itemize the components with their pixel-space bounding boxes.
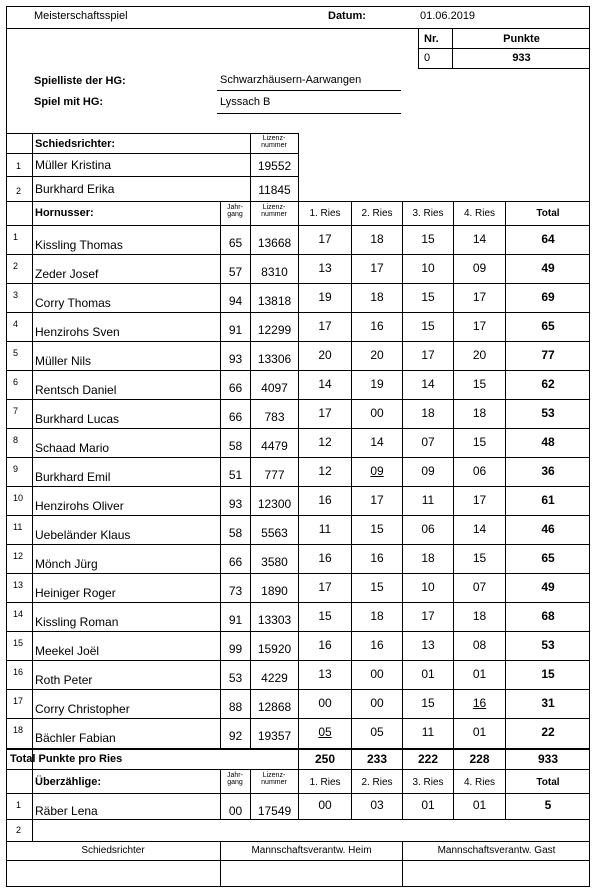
player-name: Zeder Josef <box>35 267 99 281</box>
player-name: Burkhard Lucas <box>35 412 120 426</box>
ries-4-score: 17 <box>472 493 487 507</box>
player-total: 15 <box>541 667 555 681</box>
ries-3-score: 15 <box>421 290 435 304</box>
sig-heim-label: Mannschaftsverantw. Heim <box>251 845 372 856</box>
row-divider <box>6 457 590 458</box>
horn-header-line <box>6 225 590 226</box>
player-jahrgang: 94 <box>228 294 243 308</box>
ries-2-score: 16 <box>370 551 384 565</box>
nr-box-bottom <box>418 68 590 69</box>
punkte-value: 933 <box>512 52 531 64</box>
ries-2-score: 00 <box>370 667 384 681</box>
ries-4-score: 14 <box>472 232 487 246</box>
datum-value: 01.06.2019 <box>420 10 476 22</box>
player-name: Kissling Thomas <box>35 238 123 252</box>
ries-4-score: 17 <box>472 290 487 304</box>
player-jahrgang: 93 <box>228 497 243 511</box>
ries-2-score: 16 <box>370 638 384 652</box>
total-header: Total <box>536 208 560 219</box>
totals-bottom-line <box>6 769 590 770</box>
ries-1-header: 1. Ries <box>309 208 341 219</box>
ueb-total-header: Total <box>536 777 560 788</box>
row-divider <box>6 718 590 719</box>
sr-row-line-1 <box>6 176 298 177</box>
player-lizenz: 12868 <box>257 700 292 714</box>
row-number: 6 <box>13 377 19 387</box>
ueb-num-2: 2 <box>16 825 22 835</box>
ries-3-score: 15 <box>421 232 435 246</box>
ries-2-score: 18 <box>370 290 384 304</box>
row-divider <box>6 283 590 284</box>
ries-2-score: 18 <box>370 232 384 246</box>
ueb-jahrgang-header: Jahr- gang <box>227 772 243 786</box>
hornusser-label: Hornusser: <box>35 207 94 219</box>
player-jahrgang: 93 <box>228 352 243 366</box>
player-lizenz: 13668 <box>257 236 292 250</box>
nr-label: Nr. <box>424 33 439 45</box>
player-jahrgang: 65 <box>228 236 243 250</box>
table-top <box>6 133 298 134</box>
ries-3-score: 10 <box>421 580 435 594</box>
row-number: 14 <box>13 609 24 619</box>
ries-2-score: 14 <box>370 435 384 449</box>
player-jahrgang: 58 <box>228 526 243 540</box>
player-lizenz: 5563 <box>261 526 288 540</box>
ueb-r1-1: 00 <box>318 798 332 812</box>
schiedsrichter-label: Schiedsrichter: <box>35 138 116 150</box>
ries-2-score: 05 <box>370 725 384 739</box>
ueb-jg-1: 00 <box>228 804 243 818</box>
ueb-header-line <box>6 793 590 794</box>
ries-4-score: 15 <box>472 377 487 391</box>
ueb-r2-1: 03 <box>370 798 384 812</box>
player-total: 48 <box>541 435 555 449</box>
player-jahrgang: 51 <box>228 468 243 482</box>
spielliste-label: Spielliste der HG: <box>34 75 126 87</box>
player-lizenz: 4229 <box>261 671 288 685</box>
sr-name-1: Müller Kristina <box>35 158 112 172</box>
ries-4-score: 06 <box>472 464 487 478</box>
player-lizenz: 8310 <box>261 265 288 279</box>
player-jahrgang: 99 <box>228 642 243 656</box>
ries-3-score: 09 <box>421 464 435 478</box>
sig-schiedsrichter-label: Schiedsrichter <box>81 845 145 856</box>
ries-3-score: 17 <box>421 609 435 623</box>
player-total: 77 <box>541 348 555 362</box>
player-jahrgang: 91 <box>228 613 243 627</box>
ries-4-score: 20 <box>472 348 487 362</box>
ries-3-score: 11 <box>421 725 435 739</box>
sig-field-schiedsrichter[interactable] <box>7 861 219 886</box>
ries-1-score: 11 <box>318 522 332 536</box>
ueb-ries-1-header: 1. Ries <box>309 777 341 788</box>
player-name: Rentsch Daniel <box>35 383 117 397</box>
gegner-label: Spiel mit HG: <box>34 96 104 108</box>
ries-2-score: 20 <box>370 348 384 362</box>
ueberzaehlige-label: Überzählige: <box>35 776 102 788</box>
ueb-ries-2-header: 2. Ries <box>361 777 393 788</box>
gegner-value: Lyssach B <box>220 96 271 108</box>
row-divider <box>6 544 590 545</box>
sheet-title: Meisterschaftsspiel <box>34 10 128 22</box>
ries-1-score: 13 <box>318 667 332 681</box>
ries-2-score: 15 <box>370 522 384 536</box>
player-name: Müller Nils <box>35 354 92 368</box>
player-lizenz: 13303 <box>257 613 292 627</box>
row-divider <box>6 428 590 429</box>
player-name: Corry Christopher <box>35 702 130 716</box>
player-lizenz: 13818 <box>257 294 292 308</box>
sr-lizenz-header: Lizenz- nummer <box>261 135 287 149</box>
row-number: 1 <box>13 232 19 242</box>
row-number: 9 <box>13 464 19 474</box>
nr-box-mid-line <box>418 48 590 49</box>
row-number: 13 <box>13 580 24 590</box>
ries-2-score: 15 <box>370 580 384 594</box>
ries-2-header: 2. Ries <box>361 208 393 219</box>
ries-3-header: 3. Ries <box>412 208 444 219</box>
row-number: 17 <box>13 696 24 706</box>
row-divider <box>6 631 590 632</box>
row-number: 2 <box>13 261 19 271</box>
ries-3-score: 01 <box>421 667 435 681</box>
player-jahrgang: 53 <box>228 671 243 685</box>
ries-3-score: 11 <box>421 493 435 507</box>
ries-4-score: 01 <box>472 725 487 739</box>
row-divider <box>6 515 590 516</box>
player-total: 65 <box>541 551 555 565</box>
spielliste-underline <box>217 90 401 91</box>
ries-2-score: 16 <box>370 319 384 333</box>
ries-1-score: 19 <box>318 290 332 304</box>
ueb-ries-3-header: 3. Ries <box>412 777 444 788</box>
sr-name-2: Burkhard Erika <box>35 182 115 196</box>
ries-1-score: 05 <box>318 725 332 739</box>
ries-4-score: 15 <box>472 551 487 565</box>
ries-3-score: 07 <box>421 435 435 449</box>
ries-4-score: 14 <box>472 522 487 536</box>
ueb-lizenz-header: Lizenz- nummer <box>261 772 287 786</box>
sig-field-heim[interactable] <box>221 861 401 886</box>
ueb-total-1: 5 <box>544 798 552 812</box>
ueb-lz-1: 17549 <box>257 804 292 818</box>
player-lizenz: 12300 <box>257 497 292 511</box>
ries-4-score: 17 <box>472 319 487 333</box>
row-divider <box>6 573 590 574</box>
ueb-num-1: 1 <box>16 800 22 810</box>
ries-2-score: 00 <box>370 406 384 420</box>
ries-1-score: 13 <box>318 261 332 275</box>
player-total: 36 <box>541 464 555 478</box>
player-total: 46 <box>541 522 555 536</box>
player-total: 22 <box>541 725 555 739</box>
horn-lizenz-header: Lizenz- nummer <box>261 204 287 218</box>
row-number: 3 <box>13 290 19 300</box>
sr-lizenz-1: 19552 <box>257 159 292 173</box>
player-name: Henzirohs Oliver <box>35 499 124 513</box>
player-total: 53 <box>541 638 555 652</box>
row-divider <box>6 602 590 603</box>
totals-label: Total Punkte pro Ries <box>10 753 123 765</box>
ries-2-score: 17 <box>370 493 384 507</box>
player-total: 53 <box>541 406 555 420</box>
player-lizenz: 15920 <box>257 642 292 656</box>
row-divider <box>6 486 590 487</box>
player-name: Kissling Roman <box>35 615 119 629</box>
ries-4-score: 01 <box>472 667 487 681</box>
player-name: Uebeländer Klaus <box>35 528 131 542</box>
ries-1-score: 12 <box>318 435 332 449</box>
row-number: 12 <box>13 551 24 561</box>
player-name: Henzirohs Sven <box>35 325 120 339</box>
player-total: 49 <box>541 261 555 275</box>
totals-total: 933 <box>537 752 559 766</box>
ries-1-score: 12 <box>318 464 332 478</box>
sr-num-1: 1 <box>16 161 22 171</box>
horn-jahrgang-header: Jahr- gang <box>227 204 243 218</box>
player-lizenz: 1890 <box>261 584 288 598</box>
player-jahrgang: 58 <box>228 439 243 453</box>
player-lizenz: 777 <box>264 468 285 482</box>
player-lizenz: 4479 <box>261 439 288 453</box>
ries-3-score: 18 <box>421 551 435 565</box>
ries-3-score: 13 <box>421 638 435 652</box>
player-lizenz: 19357 <box>257 729 292 743</box>
gegner-underline <box>217 113 401 114</box>
player-name: Mönch Jürg <box>35 557 98 571</box>
row-number: 16 <box>13 667 24 677</box>
player-name: Corry Thomas <box>35 296 111 310</box>
ries-4-score: 15 <box>472 435 487 449</box>
player-total: 49 <box>541 580 555 594</box>
ries-1-score: 17 <box>318 319 332 333</box>
player-jahrgang: 66 <box>228 410 243 424</box>
row-number: 4 <box>13 319 19 329</box>
player-jahrgang: 57 <box>228 265 243 279</box>
row-divider <box>6 341 590 342</box>
player-name: Heiniger Roger <box>35 586 116 600</box>
ries-3-score: 06 <box>421 522 435 536</box>
totals-ries-2: 233 <box>366 752 388 766</box>
player-total: 31 <box>541 696 555 710</box>
player-total: 61 <box>541 493 555 507</box>
ries-2-score: 09 <box>370 464 384 478</box>
ries-3-score: 14 <box>421 377 435 391</box>
totals-ries-3: 222 <box>417 752 439 766</box>
player-total: 62 <box>541 377 555 391</box>
punkte-label: Punkte <box>503 33 540 45</box>
ries-4-score: 09 <box>472 261 487 275</box>
ries-3-score: 15 <box>421 696 435 710</box>
sr-num-2: 2 <box>16 186 22 196</box>
player-lizenz: 12299 <box>257 323 292 337</box>
player-jahrgang: 91 <box>228 323 243 337</box>
player-jahrgang: 88 <box>228 700 243 714</box>
ries-1-score: 00 <box>318 696 332 710</box>
ries-1-score: 17 <box>318 406 332 420</box>
player-jahrgang: 66 <box>228 381 243 395</box>
totals-ries-4: 228 <box>469 752 490 766</box>
player-jahrgang: 92 <box>228 729 243 743</box>
row-divider <box>6 254 590 255</box>
ries-1-score: 20 <box>318 348 332 362</box>
sig-field-gast[interactable] <box>403 861 589 886</box>
row-number: 10 <box>13 493 24 503</box>
totals-top-line <box>6 748 590 750</box>
player-lizenz: 4097 <box>261 381 288 395</box>
sr-row-line-0 <box>6 153 298 154</box>
player-jahrgang: 73 <box>228 584 243 598</box>
player-name: Roth Peter <box>35 673 93 687</box>
ries-2-score: 18 <box>370 609 384 623</box>
player-total: 65 <box>541 319 555 333</box>
ries-1-score: 15 <box>318 609 332 623</box>
ries-2-score: 17 <box>370 261 384 275</box>
sr-lizenz-2: 11845 <box>258 183 291 197</box>
sig-gast-label: Mannschaftsverantw. Gast <box>437 845 556 856</box>
row-divider <box>6 660 590 661</box>
player-lizenz: 13306 <box>257 352 292 366</box>
ries-4-score: 18 <box>472 406 487 420</box>
ries-1-score: 16 <box>318 551 332 565</box>
ries-1-score: 14 <box>318 377 332 391</box>
row-number: 5 <box>13 348 19 358</box>
ries-2-score: 19 <box>370 377 384 391</box>
row-divider <box>6 370 590 371</box>
ueb-row1-line <box>6 819 590 820</box>
player-name: Bächler Fabian <box>35 731 116 745</box>
ries-1-score: 17 <box>318 232 332 246</box>
player-name: Meekel Joël <box>35 644 100 658</box>
player-name: Schaad Mario <box>35 441 110 455</box>
ries-3-score: 15 <box>421 319 435 333</box>
player-lizenz: 3580 <box>261 555 288 569</box>
ries-1-score: 17 <box>318 580 332 594</box>
player-total: 69 <box>541 290 555 304</box>
row-divider <box>6 689 590 690</box>
ries-4-score: 08 <box>472 638 487 652</box>
col-line-num <box>32 133 33 841</box>
ries-1-score: 16 <box>318 638 332 652</box>
spielliste-value: Schwarzhäusern-Aarwangen <box>220 74 362 86</box>
ueb-row2-line <box>6 841 590 842</box>
ueb-r4-1: 01 <box>472 798 487 812</box>
ueb-r3-1: 01 <box>421 798 435 812</box>
row-number: 11 <box>13 522 23 532</box>
ries-3-score: 10 <box>421 261 435 275</box>
ueb-ries-4-header: 4. Ries <box>463 777 496 788</box>
ries-2-score: 00 <box>370 696 384 710</box>
ries-4-header: 4. Ries <box>463 208 496 219</box>
sr-row-line-2 <box>6 201 590 202</box>
row-number: 8 <box>13 435 19 445</box>
ries-3-score: 18 <box>421 406 435 420</box>
totals-ries-1: 250 <box>314 752 336 766</box>
nr-value: 0 <box>424 52 431 64</box>
player-name: Burkhard Emil <box>35 470 111 484</box>
player-jahrgang: 66 <box>228 555 243 569</box>
ries-4-score: 07 <box>472 580 487 594</box>
ries-3-score: 17 <box>421 348 435 362</box>
ries-4-score: 16 <box>472 696 487 710</box>
datum-label: Datum: <box>328 10 366 22</box>
player-lizenz: 783 <box>264 410 285 424</box>
header-divider <box>6 28 590 29</box>
row-divider <box>6 399 590 400</box>
row-divider <box>6 312 590 313</box>
ries-4-score: 18 <box>472 609 487 623</box>
row-number: 18 <box>13 725 24 735</box>
ries-1-score: 16 <box>318 493 332 507</box>
row-number: 15 <box>13 638 24 648</box>
ueb-name-1: Räber Lena <box>35 804 98 818</box>
nr-box-left <box>418 29 419 69</box>
player-total: 68 <box>541 609 555 623</box>
row-number: 7 <box>13 406 19 416</box>
player-total: 64 <box>541 232 555 246</box>
